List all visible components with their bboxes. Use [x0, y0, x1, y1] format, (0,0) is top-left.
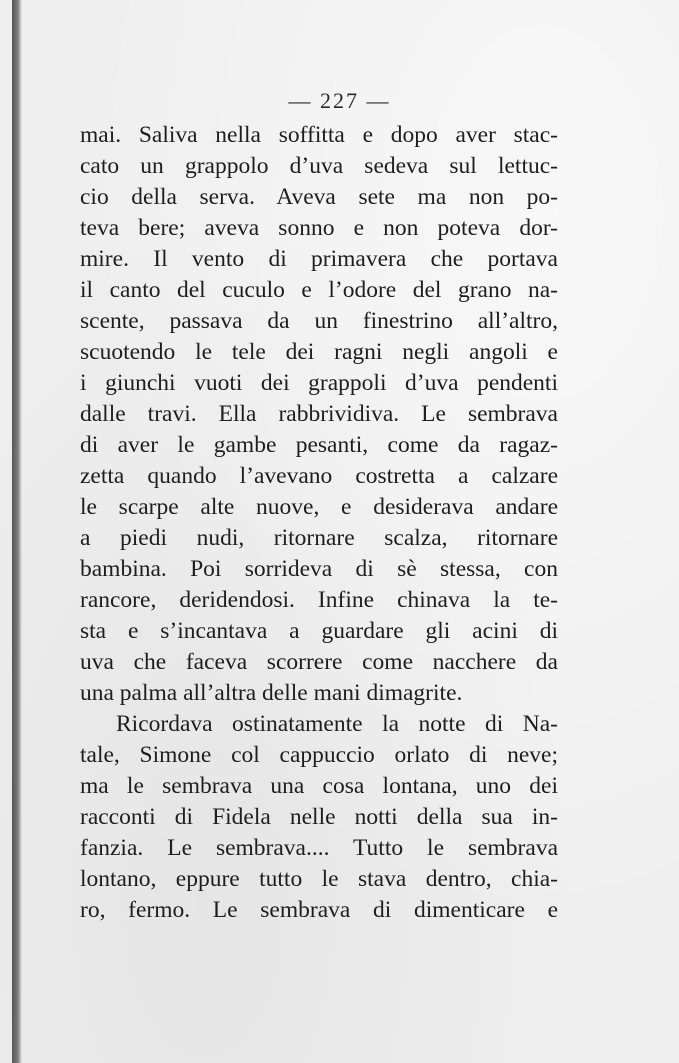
text-line: tale, Simone col cappuccio orlato di neve;: [80, 742, 558, 768]
text-line: lontano, eppure tutto le stava dentro, chia-: [80, 866, 558, 892]
page-binding-edge: [12, 0, 22, 1063]
text-line: a piedi nudi, ritornare scalza, ritornare: [80, 525, 558, 551]
text-line: uva che faceva scorrere come nacchere da: [80, 649, 558, 675]
text-line: rancore, deridendosi. Infine chinava la te-: [80, 587, 558, 613]
text-line: mire. Il vento di primavera che portava: [80, 246, 558, 272]
text-line: i giunchi vuoti dei grappoli d’uva pendenti: [80, 370, 558, 396]
text-line: ro, fermo. Le sembrava di dimenticare e: [80, 897, 558, 923]
body-text: [80, 120, 558, 926]
page-number: — 227 —: [288, 88, 391, 113]
text-line: teva bere; aveva sonno e non poteva dor-: [80, 215, 558, 241]
text-line: ma le sembrava una cosa lontana, uno dei: [80, 773, 558, 799]
text-line: racconti di Fidela nelle notti della sua in-: [80, 804, 558, 830]
text-line: il canto del cuculo e l’odore del grano na-: [80, 277, 558, 303]
text-line: mai. Saliva nella soffitta e dopo aver stac-: [80, 122, 558, 148]
text-line: cato un grappolo d’uva sedeva sul lettuc-: [80, 153, 558, 179]
paragraph-end-line: una palma all’altra delle mani dimagrite.: [80, 680, 463, 706]
paragraph-start-line: Ricordava ostinatamente la notte di Na-: [116, 711, 558, 737]
text-line: scente, passava da un finestrino all’altro,: [80, 308, 558, 334]
text-line: le scarpe alte nuove, e desiderava andare: [80, 494, 558, 520]
text-line: scuotendo le tele dei ragni negli angoli e: [80, 339, 558, 365]
text-line: sta e s’incantava a guardare gli acini di: [80, 618, 558, 644]
text-line: di aver le gambe pesanti, come da ragaz-: [80, 432, 558, 458]
text-line: fanzia. Le sembrava.... Tutto le sembrava: [80, 835, 558, 861]
text-line: bambina. Poi sorrideva di sè stessa, con: [80, 556, 558, 582]
text-line: cio della serva. Aveva sete ma non po-: [80, 184, 558, 210]
text-line: dalle travi. Ella rabbrividiva. Le sembrava: [80, 401, 558, 427]
text-line: zetta quando l’avevano costretta a calzare: [80, 463, 558, 489]
